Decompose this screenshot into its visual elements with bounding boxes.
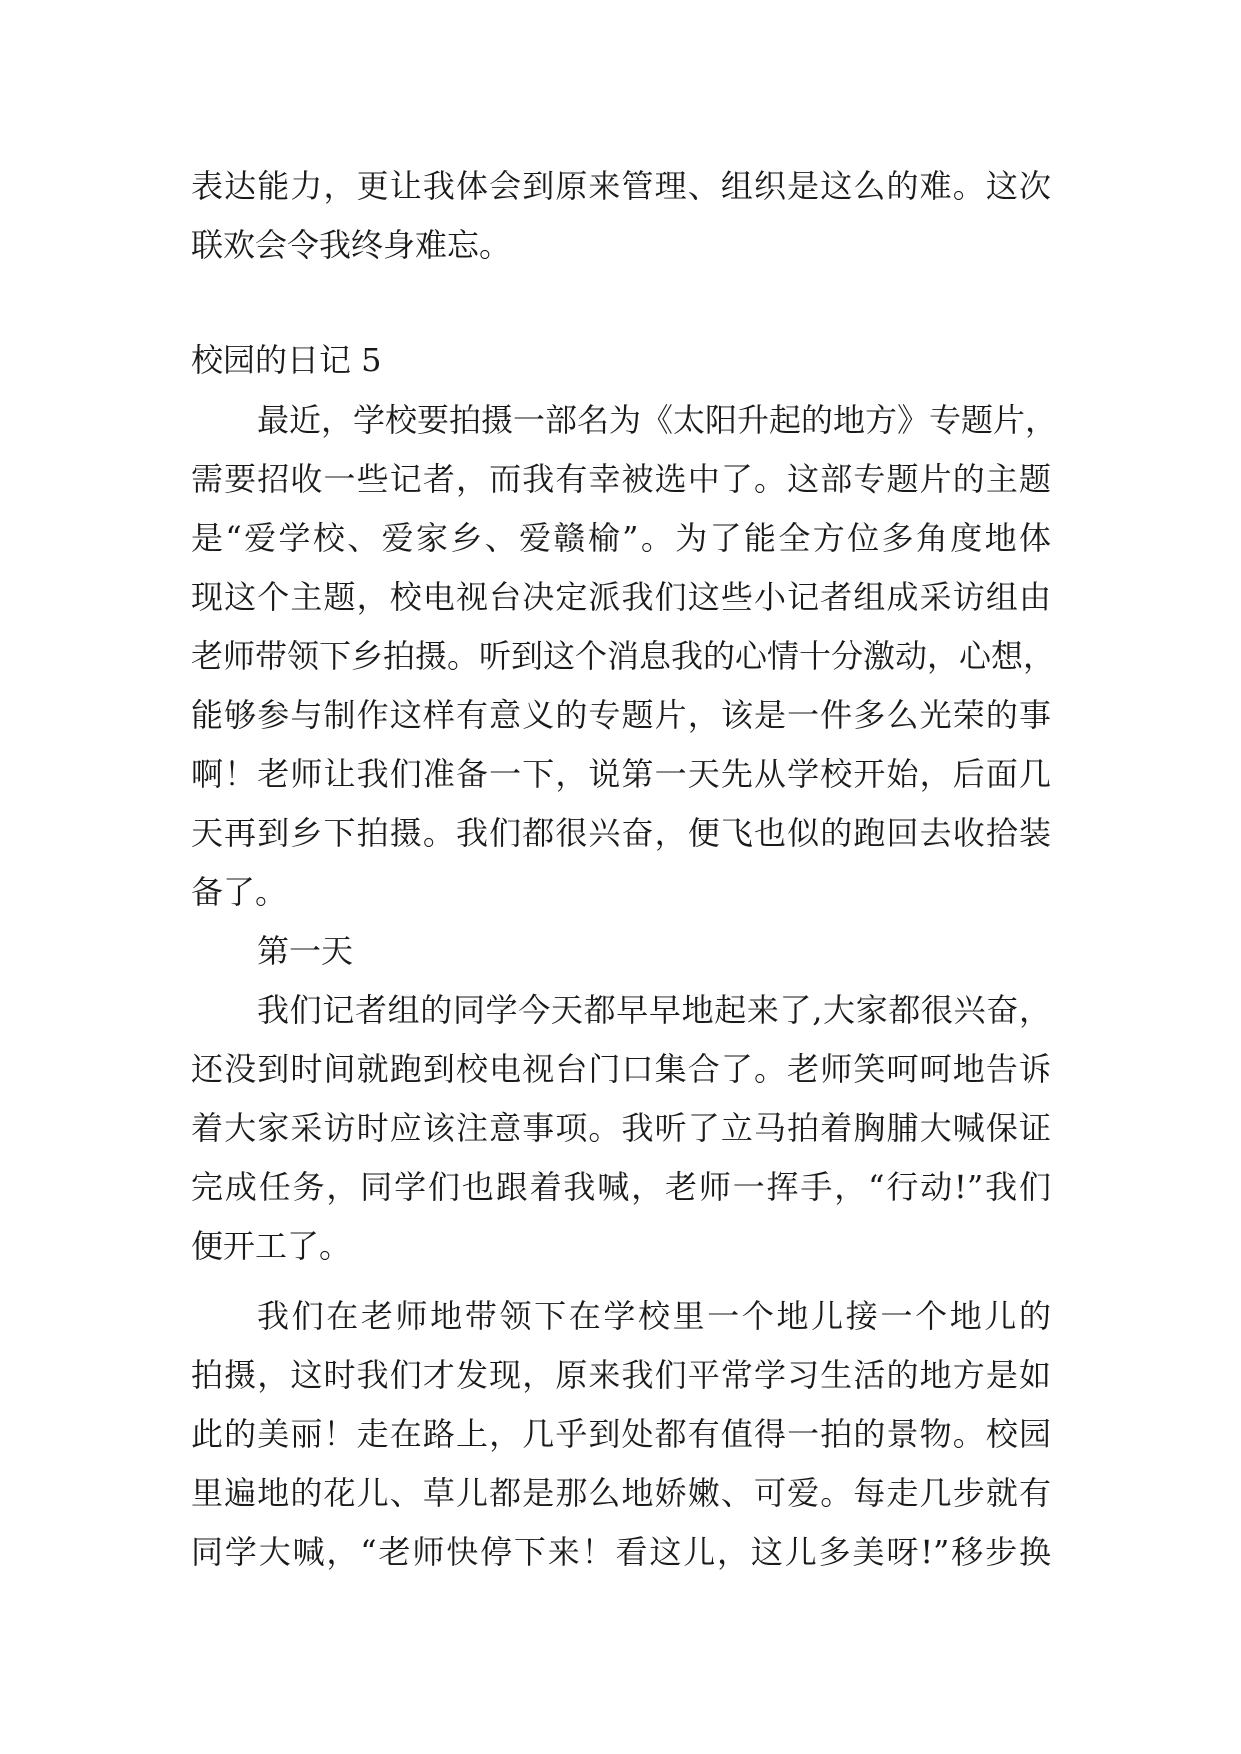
paragraph-2-line-1: 我们记者组的同学今天都早早地起来了,大家都很兴奋，	[257, 991, 1051, 1029]
paragraph-2-line-4: 完成任务，同学们也跟着我喊，老师一挥手，“行动!”我们	[191, 1168, 1051, 1206]
day-heading: 第一天	[257, 932, 354, 970]
paragraph-3-line-4: 里遍地的花儿、草儿都是那么地娇嫩、可爱。每走几步就有	[191, 1474, 1051, 1512]
paragraph-2-line-3: 着大家采访时应该注意事项。我听了立马拍着胸脯大喊保证	[191, 1109, 1051, 1147]
paragraph-1-line-9: 备了。	[191, 873, 288, 911]
paragraph-3-line-2: 拍摄，这时我们才发现，原来我们平常学习生活的地方是如	[191, 1356, 1051, 1394]
carryover-line-1: 表达能力，更让我体会到原来管理、组织是这么的难。这次	[191, 167, 1051, 205]
paragraph-1-line-6: 能够参与制作这样有意义的专题片，该是一件多么光荣的事	[191, 696, 1051, 734]
carryover-line-2: 联欢会令我终身难忘。	[191, 226, 512, 264]
paragraph-1-line-5: 老师带领下乡拍摄。听到这个消息我的心情十分激动，心想，	[191, 637, 1056, 675]
paragraph-2-line-2: 还没到时间就跑到校电视台门口集合了。老师笑呵呵地告诉	[191, 1050, 1051, 1088]
paragraph-1-line-4: 现这个主题，校电视台决定派我们这些小记者组成采访组由	[191, 578, 1051, 616]
paragraph-1-line-1: 最近，学校要拍摄一部名为《太阳升起的地方》专题片，	[257, 401, 1058, 439]
paragraph-2-line-5: 便开工了。	[191, 1227, 352, 1265]
paragraph-1-line-8: 天再到乡下拍摄。我们都很兴奋，便飞也似的跑回去收拾装	[191, 814, 1051, 852]
paragraph-1-line-2: 需要招收一些记者，而我有幸被选中了。这部专题片的主题	[191, 460, 1051, 498]
section-title: 校园的日记 5	[191, 341, 382, 379]
paragraph-1-line-7: 啊！老师让我们准备一下，说第一天先从学校开始，后面几	[191, 755, 1051, 793]
paragraph-3-line-5: 同学大喊，“老师快停下来！看这儿，这儿多美呀!”移步换	[191, 1533, 1051, 1571]
paragraph-3-line-3: 此的美丽！走在路上，几乎到处都有值得一拍的景物。校园	[191, 1415, 1051, 1453]
paragraph-1-line-3: 是“爱学校、爱家乡、爱赣榆”。为了能全方位多角度地体	[191, 519, 1051, 557]
paragraph-3-line-1: 我们在老师地带领下在学校里一个地儿接一个地儿的	[257, 1297, 1051, 1335]
